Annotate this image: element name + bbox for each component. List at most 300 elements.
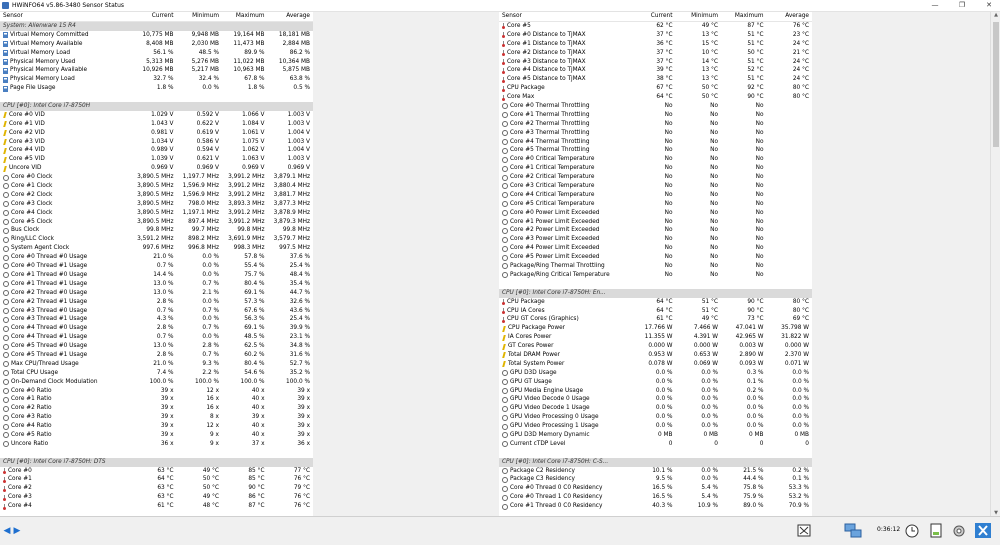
- current-value: 39 x: [160, 396, 174, 403]
- sensor-row[interactable]: [499, 66, 812, 75]
- spacer-row: [0, 93, 313, 102]
- current-value: 1.029 V: [151, 111, 174, 118]
- header-current[interactable]: Current: [151, 13, 174, 19]
- sensor-row[interactable]: [0, 120, 313, 129]
- average-value: 39.9 %: [289, 325, 310, 332]
- average-value: 0.1 %: [792, 476, 809, 483]
- sensor-label: Core #1 Clock: [11, 183, 53, 190]
- sensor-row[interactable]: [0, 467, 313, 476]
- sensor-label: Physical Memory Load: [10, 76, 75, 83]
- header-maximum[interactable]: Maximum: [734, 13, 764, 19]
- sensor-row[interactable]: [499, 146, 812, 155]
- minimum-value: 0.0 %: [701, 423, 718, 430]
- current-value: 3,890.5 MHz: [137, 174, 174, 181]
- average-value: 32.6 %: [289, 298, 310, 305]
- current-value: No: [664, 129, 673, 136]
- sensor-circle-icon: [3, 379, 9, 385]
- maximum-value: No: [755, 138, 764, 145]
- sensor-label: Package C3 Residency: [510, 476, 575, 483]
- sensor-circle-icon: [3, 272, 9, 278]
- sensor-name-cell: [0, 191, 131, 200]
- sensor-circle-icon: [3, 228, 9, 234]
- sensor-row[interactable]: [499, 226, 812, 235]
- sensor-row[interactable]: [0, 493, 313, 502]
- current-value: 1.034 V: [151, 138, 174, 145]
- sensor-row[interactable]: [0, 191, 313, 200]
- sensor-name-cell: [0, 342, 131, 351]
- current-value: 14.4 %: [153, 271, 174, 278]
- header-minimum[interactable]: Minimum: [691, 13, 718, 19]
- current-value: 64 °C: [157, 476, 174, 483]
- minimum-value: No: [710, 120, 718, 127]
- current-value: No: [664, 271, 673, 278]
- sensor-row[interactable]: [499, 298, 812, 307]
- maximum-value: 0.0 %: [746, 423, 764, 430]
- sensor-row[interactable]: [0, 253, 313, 262]
- sensor-row[interactable]: [499, 475, 812, 484]
- current-value: 32.7 %: [153, 76, 174, 83]
- sensor-label: Current cTDP Level: [510, 440, 566, 447]
- current-value: 37 °C: [656, 31, 673, 38]
- sensor-row[interactable]: [0, 324, 313, 333]
- minimum-value: No: [710, 174, 718, 181]
- close-button[interactable]: ✕: [986, 1, 992, 9]
- sensor-circle-icon: [3, 370, 9, 376]
- sensor-label: GPU Video Processing 1 Usage: [510, 423, 599, 430]
- maximum-value: 19,164 MB: [233, 31, 265, 38]
- sensor-row[interactable]: [499, 40, 812, 49]
- sensor-row[interactable]: [0, 475, 313, 484]
- sensor-row[interactable]: [0, 40, 313, 49]
- minimum-value: 49 °C: [202, 467, 219, 474]
- sensor-row[interactable]: [0, 66, 313, 75]
- sensor-row[interactable]: [499, 120, 812, 129]
- minimum-value: 0.0 %: [701, 369, 718, 376]
- current-value: 1.043 V: [151, 120, 174, 127]
- minimum-value: No: [710, 227, 718, 234]
- current-value: 0 MB: [657, 431, 673, 438]
- sensor-label: Core #0 Thread 1 C0 Residency: [510, 494, 603, 501]
- sensor-row[interactable]: [499, 253, 812, 262]
- network-icon[interactable]: [843, 522, 863, 539]
- sensor-circle-icon: [502, 504, 508, 510]
- current-value: 10,775 MB: [142, 31, 174, 38]
- sensor-row[interactable]: [0, 218, 313, 227]
- sensor-row[interactable]: [499, 93, 812, 102]
- sensor-row[interactable]: [499, 342, 812, 351]
- minimum-value: No: [710, 147, 718, 154]
- sensor-row[interactable]: [499, 111, 812, 120]
- minimum-value: 51 °C: [701, 307, 718, 314]
- maximum-value: 85 °C: [248, 476, 265, 483]
- sensor-label: On-Demand Clock Modulation: [11, 378, 98, 385]
- minimum-value: No: [710, 209, 718, 216]
- sensor-row[interactable]: [0, 31, 313, 40]
- close-icon[interactable]: [974, 522, 992, 539]
- sensor-row[interactable]: [0, 484, 313, 493]
- sensor-row[interactable]: [499, 422, 812, 431]
- minimum-value: No: [710, 271, 718, 278]
- scroll-up-icon[interactable]: ▲: [994, 12, 998, 18]
- sensor-row[interactable]: [0, 351, 313, 360]
- current-value: 0.0 %: [655, 414, 673, 421]
- sensor-circle-icon: [3, 361, 9, 367]
- nav-left-icon[interactable]: ◀: [3, 526, 11, 536]
- sensor-label: Physical Memory Available: [10, 67, 88, 74]
- minimum-value: 9.3 %: [202, 360, 219, 367]
- minimize-button[interactable]: —: [931, 1, 939, 9]
- maximum-value: 37 x: [251, 440, 265, 447]
- sensor-row[interactable]: [499, 182, 812, 191]
- sensor-row[interactable]: [0, 244, 313, 253]
- sensor-row[interactable]: [499, 31, 812, 40]
- header-average[interactable]: Average: [286, 13, 310, 19]
- sensor-row[interactable]: [0, 422, 313, 431]
- sensor-label: Core #0 Power Limit Exceeded: [510, 209, 600, 216]
- maximum-value: 90 °C: [747, 307, 764, 314]
- maximum-value: 69.1 %: [244, 325, 265, 332]
- sensor-row[interactable]: [0, 200, 313, 209]
- sensor-group-header[interactable]: [0, 22, 313, 31]
- maximum-value: 21.5 %: [743, 467, 764, 474]
- maximum-value: No: [755, 129, 764, 136]
- sensor-row[interactable]: [499, 369, 812, 378]
- clock-icon[interactable]: [904, 522, 920, 539]
- current-value: 7.4 %: [156, 369, 174, 376]
- sensor-row[interactable]: [0, 84, 313, 93]
- minimum-value: No: [710, 111, 718, 118]
- sensor-row[interactable]: [499, 271, 812, 280]
- maximum-value: 100.0 %: [240, 378, 265, 385]
- minimum-value: 1,197.7 MHz: [182, 174, 219, 181]
- sensor-name-cell: [499, 307, 630, 316]
- average-value: 52.7 %: [289, 360, 310, 367]
- header-sensor[interactable]: Sensor: [502, 13, 522, 19]
- sensor-label: Core #4 Thermal Throttling: [510, 138, 590, 145]
- sensor-row[interactable]: [499, 209, 812, 218]
- maximize-button[interactable]: ❐: [958, 1, 966, 9]
- sensor-row[interactable]: [499, 404, 812, 413]
- sensor-circle-icon: [502, 397, 508, 403]
- current-value: No: [664, 174, 673, 181]
- current-value: 9.5 %: [655, 476, 673, 483]
- sensor-row[interactable]: [499, 360, 812, 369]
- sensor-row[interactable]: [0, 431, 313, 440]
- voltage-icon: [3, 130, 7, 136]
- maximum-value: 3,991.2 MHz: [228, 174, 265, 181]
- average-value: 1.004 V: [287, 147, 310, 154]
- sensor-name-cell: [0, 289, 131, 298]
- sensor-group-header[interactable]: [499, 458, 812, 467]
- sensor-row[interactable]: [499, 440, 812, 449]
- average-value: 5,875 MB: [282, 67, 310, 74]
- sensor-label: Total System Power: [508, 360, 565, 367]
- thermometer-icon: [502, 50, 505, 56]
- minimum-value: 996.8 MHz: [188, 245, 219, 252]
- maximum-value: 1.062 V: [242, 147, 265, 154]
- current-value: 21.0 %: [153, 360, 174, 367]
- sensor-row[interactable]: [499, 307, 812, 316]
- average-value: 39 x: [297, 387, 310, 394]
- bottom-toolbar: [0, 516, 1000, 545]
- sensor-row[interactable]: [0, 58, 313, 67]
- average-value: 37.6 %: [289, 254, 310, 261]
- scrollbar-thumb[interactable]: [993, 22, 999, 147]
- sensor-label: Core #5 Distance to TjMAX: [507, 76, 586, 83]
- sensor-name-cell: [0, 431, 131, 440]
- maximum-value: 54.6 %: [244, 369, 265, 376]
- sensor-label: Core #1 VID: [9, 120, 45, 127]
- sensor-label: Core #1 Critical Temperature: [510, 165, 595, 172]
- sensor-row[interactable]: [0, 262, 313, 271]
- sensor-label: Core #4 Thread #1 Usage: [11, 334, 88, 341]
- sensor-row[interactable]: [499, 244, 812, 253]
- sensor-label: Core #1 Distance to TjMAX: [507, 40, 586, 47]
- average-value: [767, 138, 813, 147]
- sensor-name-cell: [0, 138, 131, 147]
- sensor-row[interactable]: [0, 315, 313, 324]
- current-value: 1.8 %: [156, 85, 174, 92]
- sensor-row[interactable]: [499, 191, 812, 200]
- empty-area: [812, 12, 990, 516]
- sensor-label: Core #0 Thread #0 Usage: [11, 254, 88, 261]
- maximum-value: No: [755, 103, 764, 110]
- scroll-down-icon[interactable]: ▼: [994, 510, 998, 516]
- sensor-row[interactable]: [0, 395, 313, 404]
- sensor-row[interactable]: [0, 226, 313, 235]
- sensor-name-cell: [499, 378, 630, 387]
- maximum-value: 75.9 %: [743, 494, 764, 501]
- sensor-row[interactable]: [499, 502, 812, 511]
- thermometer-icon: [502, 41, 505, 47]
- sensor-row[interactable]: [499, 315, 812, 324]
- sensor-label: Core #4 Power Limit Exceeded: [510, 245, 600, 252]
- average-value: 997.5 MHz: [279, 245, 310, 252]
- empty-area: [313, 12, 499, 516]
- sensor-row[interactable]: [0, 235, 313, 244]
- sensor-row[interactable]: [0, 360, 313, 369]
- minimum-value: 12 x: [206, 387, 219, 394]
- sensor-circle-icon: [3, 201, 9, 207]
- sensor-row[interactable]: [0, 164, 313, 173]
- sensor-row[interactable]: [0, 307, 313, 316]
- sensor-row[interactable]: [0, 146, 313, 155]
- header-maximum[interactable]: Maximum: [235, 13, 265, 19]
- sensor-row[interactable]: [499, 75, 812, 84]
- maximum-value: 40 x: [251, 423, 265, 430]
- sensor-label: Core #2 Distance to TjMAX: [507, 49, 586, 56]
- sensor-row[interactable]: [0, 271, 313, 280]
- sensor-circle-icon: [3, 299, 9, 305]
- sensor-name-cell: [499, 271, 630, 280]
- sensor-row[interactable]: [0, 75, 313, 84]
- sensor-row[interactable]: [0, 49, 313, 58]
- sensor-row[interactable]: [0, 280, 313, 289]
- header-minimum[interactable]: Minimum: [192, 13, 219, 19]
- sensor-row[interactable]: [499, 84, 812, 93]
- minimum-value: 13 °C: [701, 31, 718, 38]
- sensor-circle-icon: [502, 255, 508, 261]
- sensor-row[interactable]: [499, 324, 812, 333]
- sensor-group-header[interactable]: [499, 289, 812, 298]
- sensor-row[interactable]: [0, 289, 313, 298]
- sensor-row[interactable]: [499, 138, 812, 147]
- thermometer-icon: [502, 23, 505, 29]
- minimum-value: No: [710, 191, 718, 198]
- sensor-row[interactable]: [0, 369, 313, 378]
- current-value: No: [664, 254, 673, 261]
- current-value: 16.5 %: [652, 494, 673, 501]
- sensor-row[interactable]: [0, 342, 313, 351]
- sensor-group-header[interactable]: [0, 458, 313, 467]
- sensor-row[interactable]: [0, 182, 313, 191]
- voltage-icon: [3, 139, 7, 145]
- sensor-row[interactable]: [0, 129, 313, 138]
- maximum-value: 10,963 MB: [233, 67, 265, 74]
- maximum-value: 40 x: [251, 405, 265, 412]
- sensor-name-cell: [499, 58, 630, 67]
- maximum-value: 1.063 V: [242, 156, 265, 163]
- header-current[interactable]: Current: [650, 13, 673, 19]
- sensor-row[interactable]: [499, 102, 812, 111]
- maximum-value: 0: [759, 440, 764, 447]
- group-name: CPU [#0]: Intel Core i7-8750H: C-S...: [502, 458, 609, 465]
- sensor-label: Core #3 Thermal Throttling: [510, 129, 590, 136]
- average-value: 18,181 MB: [278, 31, 310, 38]
- sensor-row[interactable]: [499, 467, 812, 476]
- header-average[interactable]: Average: [785, 13, 809, 19]
- current-value: No: [664, 263, 673, 270]
- sensor-label: Core #4 Thread #0 Usage: [11, 325, 88, 332]
- report-icon[interactable]: [928, 522, 944, 539]
- sensor-row[interactable]: [499, 484, 812, 493]
- maximum-value: 67.6 %: [244, 307, 265, 314]
- sensor-row[interactable]: [0, 173, 313, 182]
- minimum-value: 9,948 MB: [191, 31, 219, 38]
- sensor-row[interactable]: [0, 413, 313, 422]
- sensor-label: Virtual Memory Available: [10, 40, 83, 47]
- maximum-value: No: [755, 120, 764, 127]
- sensor-row[interactable]: [499, 164, 812, 173]
- minimum-value: No: [710, 138, 718, 145]
- sensor-label: Core #5 VID: [9, 156, 45, 163]
- maximum-value: 48.5 %: [244, 334, 265, 341]
- header-sensor[interactable]: Sensor: [3, 13, 23, 19]
- average-value: [767, 111, 813, 120]
- sensor-row[interactable]: [499, 378, 812, 387]
- sensor-name-cell: [0, 422, 131, 431]
- average-value: 23.1 %: [289, 334, 310, 341]
- sensor-row[interactable]: [499, 333, 812, 342]
- average-value: 1.003 V: [287, 138, 310, 145]
- sensor-row[interactable]: [499, 431, 812, 440]
- average-value: 0.0 %: [792, 414, 809, 421]
- maximum-value: 52 °C: [747, 67, 764, 74]
- layout-icon[interactable]: [797, 522, 811, 539]
- settings-icon[interactable]: [950, 522, 968, 539]
- sensor-row[interactable]: [0, 440, 313, 449]
- sensor-name-cell: [499, 102, 630, 111]
- sensor-name-cell: [499, 31, 630, 40]
- sensor-name-cell: [0, 155, 131, 164]
- sensor-label: CPU Package: [507, 298, 545, 305]
- sensor-name-cell: [0, 182, 131, 191]
- sensor-row[interactable]: [0, 138, 313, 147]
- sensor-row[interactable]: [0, 209, 313, 218]
- sensor-circle-icon: [502, 370, 508, 376]
- sensor-row[interactable]: [499, 387, 812, 396]
- sensor-row[interactable]: [499, 235, 812, 244]
- sensor-row[interactable]: [499, 395, 812, 404]
- sensor-name-cell: [499, 298, 630, 307]
- sensor-row[interactable]: [499, 49, 812, 58]
- sensor-row[interactable]: [0, 111, 313, 120]
- sensor-row[interactable]: [0, 502, 313, 511]
- sensor-name-cell: [0, 129, 131, 138]
- sensor-row[interactable]: [499, 351, 812, 360]
- sensor-label: Core #2 Power Limit Exceeded: [510, 227, 600, 234]
- sensor-circle-icon: [502, 183, 508, 189]
- sensor-row[interactable]: [499, 262, 812, 271]
- sensor-label: Core #2 VID: [9, 129, 45, 136]
- minimum-value: 0.592 V: [196, 111, 219, 118]
- maximum-value: 3,991.2 MHz: [228, 209, 265, 216]
- sensor-label: GPU D3D Usage: [510, 369, 557, 376]
- average-value: 35.2 %: [289, 369, 310, 376]
- group-name: CPU [#0]: Intel Core i7-8750H: DTS: [3, 458, 106, 465]
- minimum-value: 0.7 %: [202, 351, 219, 358]
- sensor-row[interactable]: [0, 155, 313, 164]
- vertical-scrollbar[interactable]: [990, 12, 1000, 516]
- average-value: 1.003 V: [287, 111, 310, 118]
- thermometer-icon: [502, 77, 505, 83]
- sensor-row[interactable]: [499, 200, 812, 209]
- sensor-row[interactable]: [499, 218, 812, 227]
- sensor-group-header[interactable]: [0, 102, 313, 111]
- minimum-value: 0.0 %: [701, 414, 718, 421]
- sensor-row[interactable]: [499, 493, 812, 502]
- sensor-row[interactable]: [0, 387, 313, 396]
- minimum-value: 0.000 W: [693, 343, 718, 350]
- sensor-name-cell: [499, 173, 630, 182]
- average-value: 34.8 %: [289, 343, 310, 350]
- nav-right-icon[interactable]: ▶: [13, 526, 21, 536]
- sensor-name-cell: [0, 307, 131, 316]
- minimum-value: No: [710, 245, 718, 252]
- maximum-value: 40 x: [251, 387, 265, 394]
- current-value: 67 °C: [656, 85, 673, 92]
- sensor-circle-icon: [3, 219, 9, 225]
- sensor-row[interactable]: [0, 298, 313, 307]
- sensor-row[interactable]: [0, 378, 313, 387]
- average-value: 86.2 %: [289, 49, 310, 56]
- sensor-circle-icon: [3, 344, 9, 350]
- sensor-name-cell: [499, 111, 630, 120]
- sensor-pane-right[interactable]: [499, 12, 812, 516]
- average-value: 24 °C: [792, 76, 809, 83]
- sensor-row[interactable]: [499, 413, 812, 422]
- sensor-row[interactable]: [0, 404, 313, 413]
- voltage-icon: [502, 344, 506, 350]
- sensor-row[interactable]: [499, 22, 812, 31]
- sensor-row[interactable]: [499, 173, 812, 182]
- sensor-pane-left[interactable]: [0, 12, 313, 516]
- sensor-row[interactable]: [499, 155, 812, 164]
- sensor-row[interactable]: [499, 129, 812, 138]
- sensor-circle-icon: [3, 335, 9, 341]
- sensor-row[interactable]: [0, 333, 313, 342]
- sensor-row[interactable]: [499, 58, 812, 67]
